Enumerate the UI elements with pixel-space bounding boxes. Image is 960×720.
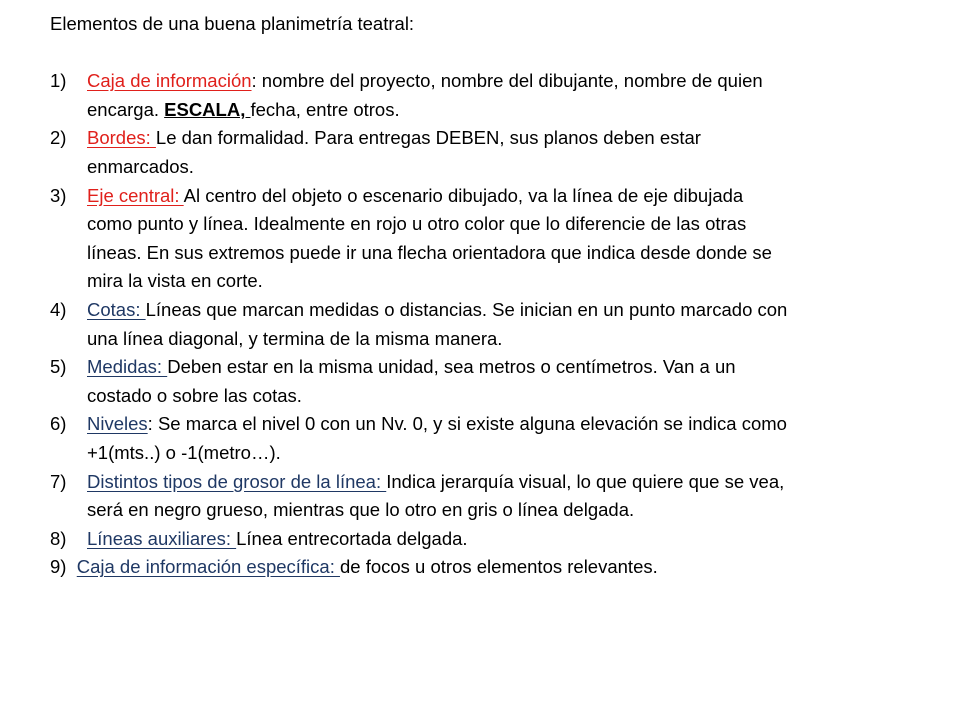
item-text: Indica jerarquía visual, lo que quiere que se vea, será en negro grueso, mientras que lo otro en gris o línea delgada. [87,470,785,521]
list-item [50,67,790,124]
item-term: Caja de información [87,70,252,92]
item-number: 6) [50,413,67,435]
list-item [50,468,790,525]
item-text: Líneas que marcan medidas o distancias. Se inician en un punto marcado con una línea diagonal, y termina de la misma manera. [87,298,788,349]
item-number: 1) [50,70,67,92]
item-number: 2) [50,127,67,149]
slide-content [50,10,790,582]
item-text: : Se marca el nivel 0 con un Nv. 0, y si existe alguna elevación se indica como +1(mts..) o -1(metro…). [87,413,787,463]
elements-list [50,67,790,553]
item-number: 5) [50,356,67,378]
item-term: Cotas: [87,298,146,320]
item-bold-text: ESCALA, [164,98,251,120]
item-number: 8) [50,527,67,549]
item-text: : nombre del proyecto, nombre del dibujante, nombre de quien encarga. [87,70,763,120]
item-text-continued: fecha, entre otros. [250,98,400,120]
item-term: Caja de información específica: [76,556,340,578]
item-number: 7) [50,470,67,492]
item-text: Le dan formalidad. Para entregas DEBEN, sus planos deben estar enmarcados. [87,127,701,177]
item-term: Líneas auxiliares: [87,527,237,549]
item-term: Niveles [87,413,148,435]
item-term: Distintos tipos de grosor de la línea: [87,470,387,492]
item-number: 9) [50,556,67,578]
item-text: Deben estar en la misma unidad, sea metros o centímetros. Van a un costado o sobre las cotas. [87,356,736,406]
list-item-last [50,553,790,582]
item-number: 3) [50,184,67,206]
list-item [50,525,790,554]
list-item [50,182,790,296]
list-item [50,353,790,410]
item-text: Línea entrecortada delgada. [236,527,468,549]
item-term: Eje central: [87,184,184,206]
list-item [50,410,790,467]
item-text: de focos u otros elementos relevantes. [339,556,658,578]
page-title: Elementos de una buena planimetría teatral: [50,13,415,34]
item-term: Bordes: [87,127,156,149]
item-text: Al centro del objeto o escenario dibujado, va la línea de eje dibujada como punto y línea. Idealmente en rojo u otro color que lo diferencie de las otras líneas. En sus extremos puede ir una flecha orientadora que indica desde donde se mira la vista en corte. [87,184,772,292]
list-item [50,124,790,181]
item-number: 4) [50,298,67,320]
list-item [50,296,790,353]
item-term: Medidas: [87,356,168,378]
